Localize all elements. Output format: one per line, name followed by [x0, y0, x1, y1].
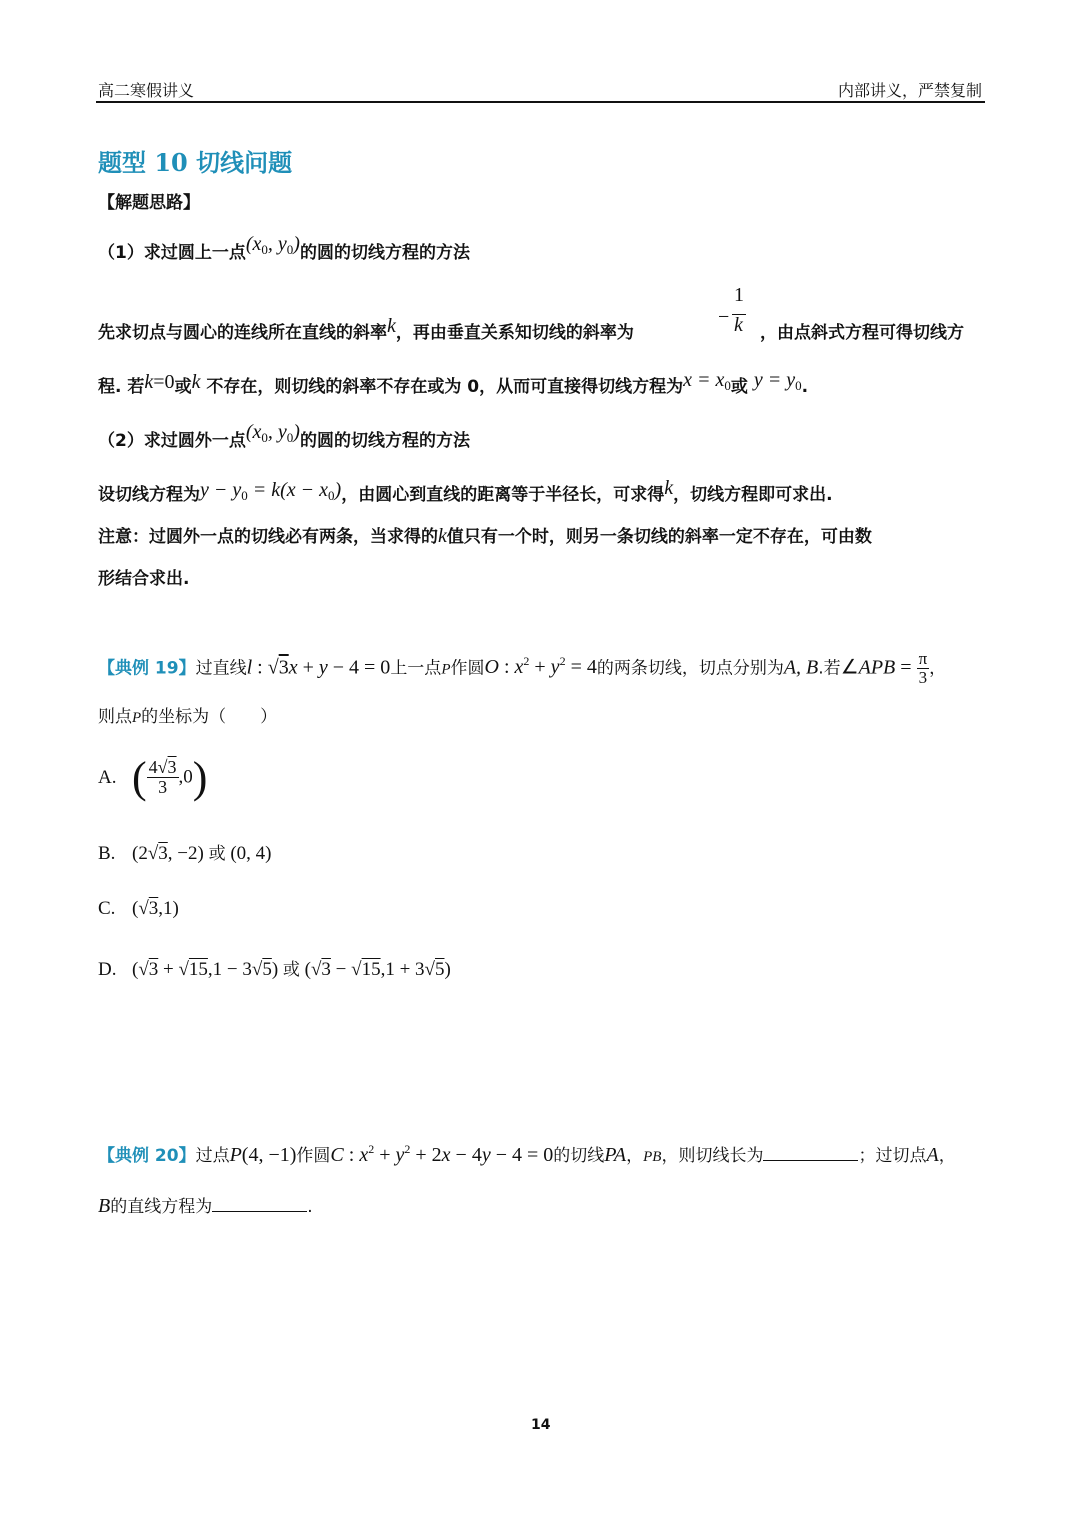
part1-line1-end: ，由点斜式方程可得切线方 [760, 323, 964, 343]
thinking-label: 【解题思路】 [98, 193, 200, 213]
chord-line-blank[interactable] [212, 1211, 307, 1212]
header-rule [96, 101, 985, 103]
example19-label: 【典例 19】 [98, 658, 196, 679]
option-a[interactable]: A. ( $\frac{4√3}{3}$ ,0) [98, 753, 208, 802]
page-number: 14 [531, 1417, 551, 1433]
part2-heading: （2）求过圆外一点($x_0$, $y_0$)的圆的切线方程的方法 [98, 421, 470, 451]
part1-heading: （1）求过圆上一点($x_0$, $y_0$)的圆的切线方程的方法 [98, 233, 470, 263]
example20-question: 【典例 20】过点P(4, −1)作圆C : $x^2 + y^2 + 2x - 4y - 4 = 0$的切线PA，PB，则切线长为 ；过切点A， [98, 1142, 956, 1166]
header-left: 高二寒假讲义 [98, 81, 195, 100]
part1-line2: 程. 若k=0或k 不存在，则切线的斜率不存在或为 0，从而可直接得切线方程为$x = x_0$或 $y = y_0$. [98, 369, 809, 397]
part2-line1: 设切线方程为$y - y_0 = k(x - x_0)$，由圆心到直线的距离等于半径长，可求得k，切线方程即可求出. [98, 477, 833, 505]
example20-line2: B的直线方程为 . [98, 1195, 313, 1217]
tangent-length-blank[interactable] [763, 1160, 858, 1161]
part2-note: 注意：过圆外一点的切线必有两条，当求得的k值只有一个时，则另一条切线的斜率一定不存在，可由数 [98, 525, 872, 547]
option-c[interactable]: C. (√3,1) [98, 898, 179, 919]
example20-label: 【典例 20】 [98, 1146, 196, 1166]
section-title: 题型 10 切线问题 [98, 148, 293, 177]
example19-question: 【典例 19】过直线l : √3x + y − 4 = 0上一点P作圆O : $x^2 + y^2 = 4$的两条切线，切点分别为A, B.若∠APB = $\frac{\pi}{3}$ ， [98, 649, 947, 687]
part1-line1: 先求切点与圆心的连线所在直线的斜率k，再由垂直关系知切线的斜率为 [98, 315, 634, 343]
pi-over-3: $\frac{\pi}{3}$ [918, 649, 928, 687]
example19-line2: 则点P的坐标为（ ） [98, 707, 278, 727]
header-right: 内部讲义，严禁复制 [837, 81, 982, 100]
option-b[interactable]: B. (2√3, −2) 或 (0, 4) [98, 843, 272, 864]
part2-note-end: 形结合求出. [98, 569, 190, 589]
option-d[interactable]: D. (√3 + √15,1 − 3√5) 或 (√3 − √15,1 + 3√5) [98, 959, 451, 980]
